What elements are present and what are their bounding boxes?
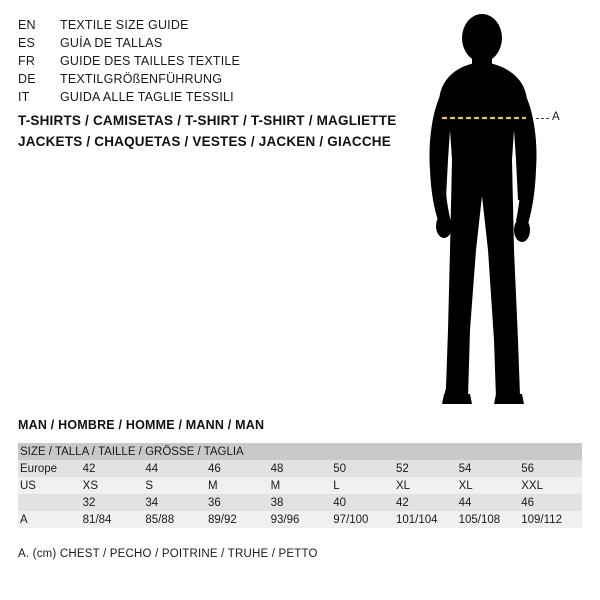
table-row [18,477,582,494]
cell: M [269,477,332,494]
cell: 109/112 [519,511,582,528]
language-code: ES [18,36,36,50]
male-silhouette-icon [400,10,600,410]
cell: 42 [81,460,144,477]
language-row [18,70,378,88]
cell: 40 [331,494,394,511]
cell: 97/100 [331,511,394,528]
row-label-us-numeric [18,494,81,511]
language-text: TEXTILGRÖßENFÜHRUNG [60,72,223,86]
table-header-label: SIZE / TALLA / TAILLE / GRÖSSE / TAGLIA [18,443,582,460]
cell: 93/96 [269,511,332,528]
cell: XXL [519,477,582,494]
body-figure [400,10,600,410]
cell: 42 [394,494,457,511]
measure-label-a: A [552,111,560,123]
cell: L [331,477,394,494]
cell: 38 [269,494,332,511]
cell: M [206,477,269,494]
language-row [18,16,378,34]
cell: 89/92 [206,511,269,528]
cell: 81/84 [81,511,144,528]
cell: 44 [457,494,520,511]
row-label-a: A [18,511,81,528]
table-row [18,460,582,477]
cell: 36 [206,494,269,511]
language-row [18,52,378,70]
row-label-us: US [18,477,81,494]
language-code: DE [18,72,36,86]
cell: XL [457,477,520,494]
cell: 48 [269,460,332,477]
cell: XL [394,477,457,494]
cell: 44 [143,460,206,477]
language-code: IT [18,90,30,104]
cell: 52 [394,460,457,477]
row-label-europe: Europe [18,460,81,477]
cell: 101/104 [394,511,457,528]
cell: 85/88 [143,511,206,528]
measurement-footnote: A. (cm) CHEST / PECHO / POITRINE / TRUHE / PETTO [18,548,318,560]
table-section-title: MAN / HOMBRE / HOMME / MANN / MAN [18,418,265,432]
table-row-header [18,443,582,460]
language-row [18,88,378,106]
cell: 56 [519,460,582,477]
cell: 54 [457,460,520,477]
cell: 34 [143,494,206,511]
cell: 32 [81,494,144,511]
cell: S [143,477,206,494]
language-code: FR [18,54,36,68]
language-text: TEXTILE SIZE GUIDE [60,18,189,32]
language-text: GUIDE DES TAILLES TEXTILE [60,54,241,68]
language-text: GUÍA DE TALLAS [60,36,163,50]
garment-type-list [18,110,418,152]
cell: 46 [519,494,582,511]
table-row [18,494,582,511]
table-row [18,511,582,528]
garment-line-tshirts: T-SHIRTS / CAMISETAS / T-SHIRT / T-SHIRT / MAGLIETTE [18,113,397,128]
garment-line-jackets: JACKETS / CHAQUETAS / VESTES / JACKEN / GIACCHE [18,134,391,149]
size-table-wrap [18,443,582,528]
measure-leader-line [536,118,549,119]
language-list [18,16,378,106]
language-code: EN [18,18,36,32]
size-table [18,443,582,528]
cell: 105/108 [457,511,520,528]
language-row [18,34,378,52]
cell: XS [81,477,144,494]
cell: 46 [206,460,269,477]
cell: 50 [331,460,394,477]
language-text: GUIDA ALLE TAGLIE TESSILI [60,90,234,104]
